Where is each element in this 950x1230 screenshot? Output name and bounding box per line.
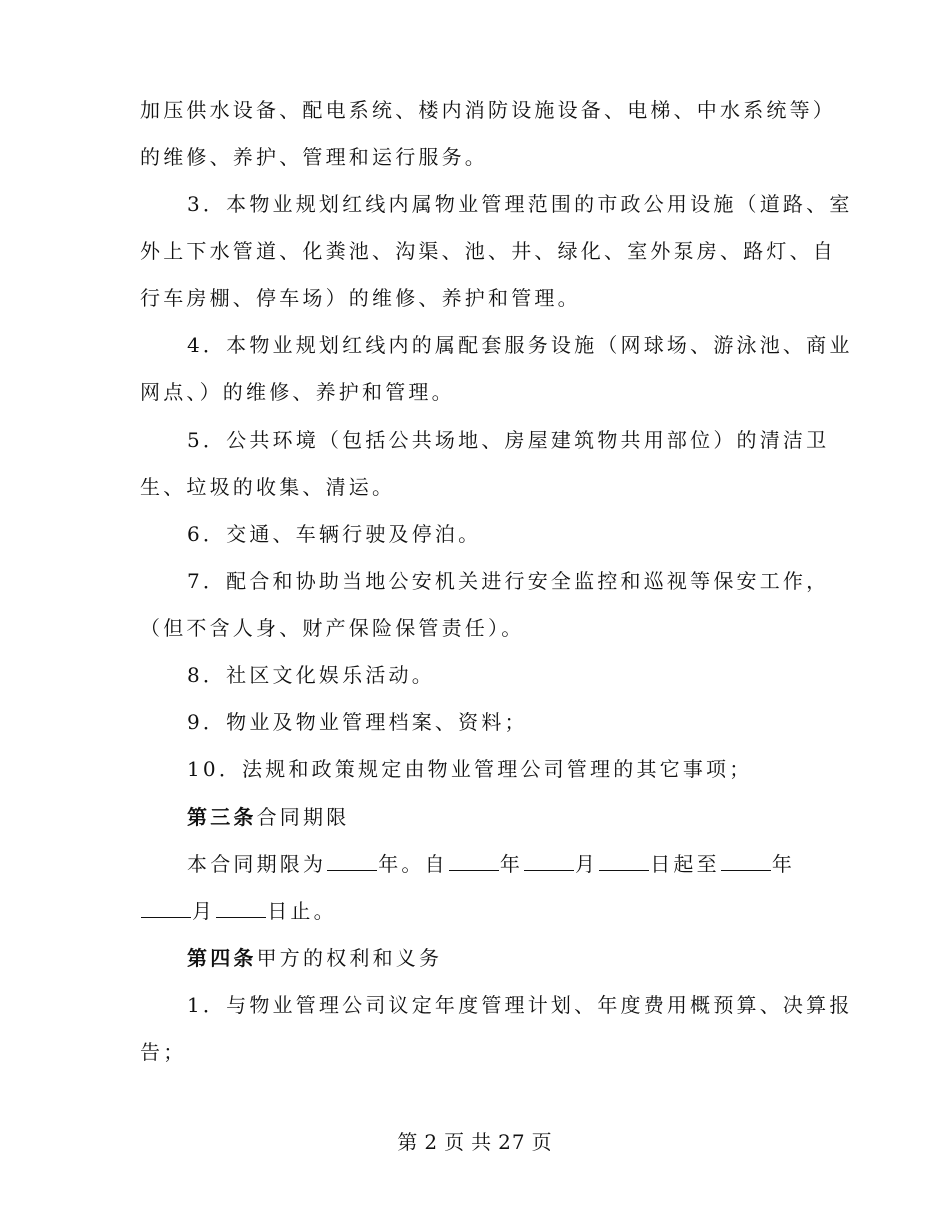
contract-term-line-2: [140, 897, 820, 925]
article-3-heading-line: [187, 803, 867, 831]
body-line: 告；: [140, 1040, 187, 1064]
start-month-blank[interactable]: [524, 850, 574, 871]
year-label: 年: [378, 852, 402, 876]
body-line: 生、垃圾的收集、清运。: [140, 475, 396, 499]
month-label: 月: [192, 899, 216, 923]
article-4-clause-1: 1．与物业管理公司议定年度管理计划、年度费用概预算、决算报: [187, 993, 853, 1017]
day-end-label: 日止。: [267, 899, 337, 923]
clause-7: 7．配合和协助当地公安机关进行安全监控和巡视等保安工作，: [187, 569, 830, 593]
end-month-blank[interactable]: [141, 897, 191, 918]
term-prefix: 本合同期限为: [187, 852, 327, 876]
article-heading: 第三条: [187, 805, 257, 829]
total-pages: 27: [498, 1130, 526, 1154]
body-line: 网点、）的维修、养护和管理。: [140, 380, 455, 404]
footer-text: 页: [531, 1130, 553, 1154]
clause-9: 9．物业及物业管理档案、资料；: [187, 710, 528, 734]
article-title: 合同期限: [256, 805, 350, 829]
clause-5: 5．公共环境（包括公共场地、房屋建筑物共用部位）的清洁卫: [187, 428, 830, 452]
article-4-heading-line: [187, 944, 867, 972]
page-number: 2: [424, 1130, 439, 1154]
term-years-blank[interactable]: [327, 850, 377, 871]
year-label: 年: [499, 852, 524, 876]
footer-text: 共: [471, 1130, 493, 1154]
page-footer: [0, 1126, 950, 1155]
clause-8: 8．社区文化娱乐活动。: [187, 663, 435, 687]
clause-10: 10．法规和政策规定由物业管理公司管理的其它事项；: [187, 757, 753, 781]
contract-term-line: [187, 850, 867, 878]
body-line: 的维修、养护、管理和运行服务。: [140, 145, 488, 169]
day-from-label: 日起至: [650, 852, 720, 876]
from-label: 。自: [401, 852, 448, 876]
start-day-blank[interactable]: [599, 850, 649, 871]
body-line: （但不含人身、财产保险保管责任）。: [140, 616, 525, 640]
end-day-blank[interactable]: [216, 897, 266, 918]
month-label: 月: [575, 852, 599, 876]
footer-text: 页: [444, 1130, 466, 1154]
clause-3: 3．本物业规划红线内属物业管理范围的市政公用设施（道路、室: [187, 192, 853, 216]
clause-4: 4．本物业规划红线内的属配套服务设施（网球场、游泳池、商业: [187, 333, 853, 357]
end-year-blank[interactable]: [721, 850, 771, 871]
body-line: 外上下水管道、化粪池、沟渠、池、井、绿化、室外泵房、路灯、自: [140, 239, 836, 263]
year-label: 年: [771, 852, 796, 876]
clause-6: 6．交通、车辆行驶及停泊。: [187, 522, 482, 546]
footer-text: 第: [397, 1130, 419, 1154]
article-heading: 第四条: [187, 946, 257, 970]
body-line: 加压供水设备、配电系统、楼内消防设施设备、电梯、中水系统等）: [140, 98, 836, 122]
body-line: 行车房棚、停车场）的维修、养护和管理。: [140, 286, 581, 310]
start-year-blank[interactable]: [449, 850, 499, 871]
article-title: 甲方的权利和义务: [256, 946, 443, 970]
